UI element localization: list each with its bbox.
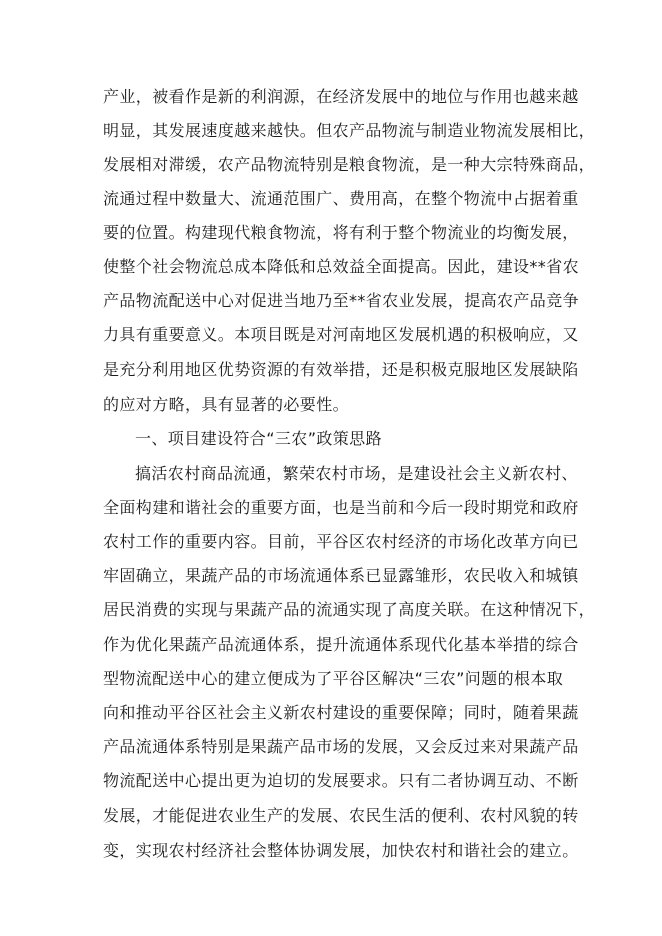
text-line: 变，实现农村经济社会整体协调发展，加快农村和谐社会的建立。 bbox=[103, 841, 579, 860]
text-line: 型物流配送中心的建立便成为了平谷区解决“三农”问题的根本取 bbox=[103, 669, 564, 688]
text-line: 发展相对滞缓，农产品物流特别是粮食物流，是一种大宗特殊商品， bbox=[103, 155, 596, 174]
text-line: 流通过程中数量大、流通范围广、费用高，在整个物流中占据着重 bbox=[103, 189, 579, 208]
text-line: 明显，其发展速度越来越快。但农产品物流与制造业物流发展相比， bbox=[103, 121, 596, 140]
text-line: 农村工作的重要内容。目前，平谷区农村经济的市场化改革方向已 bbox=[103, 532, 579, 551]
text-line: 居民消费的实现与果蔬产品的流通实现了高度关联。在这种情况下， bbox=[103, 600, 596, 619]
text-line: 牢固确立，果蔬产品的市场流通体系已显露雏形，农民收入和城镇 bbox=[103, 566, 579, 585]
text-line: 产品流通体系特别是果蔬产品市场的发展，又会反过来对果蔬产品 bbox=[103, 737, 579, 756]
text-line: 发展，才能促进农业生产的发展、农民生活的便利、农村风貌的转 bbox=[103, 806, 579, 825]
text-line: 的应对方略，具有显著的必要性。 bbox=[103, 395, 350, 414]
text-line: 物流配送中心提出更为迫切的发展要求。只有二者协调互动、不断 bbox=[103, 771, 579, 790]
text-line: 产品物流配送中心对促进当地乃至**省农业发展，提高农产品竞争 bbox=[103, 291, 580, 310]
text-line: 作为优化果蔬产品流通体系，提升流通体系现代化基本举措的综合 bbox=[103, 635, 579, 654]
text-line: 力具有重要意义。本项目既是对河南地区发展机遇的积极响应，又 bbox=[103, 325, 579, 344]
text-line: 要的位置。构建现代粮食物流，将有利于整个物流业的均衡发展， bbox=[103, 223, 579, 242]
text-line: 产业，被看作是新的利润源，在经济发展中的地位与作用也越来越 bbox=[103, 87, 579, 106]
section-heading: 一、项目建设符合“三农”政策思路 bbox=[135, 429, 382, 448]
text-line: 搞活农村商品流通，繁荣农村市场，是建设社会主义新农村、 bbox=[135, 464, 578, 483]
text-line: 使整个社会物流总成本降低和总效益全面提高。因此，建设**省农 bbox=[103, 257, 580, 276]
text-line: 向和推动平谷区社会主义新农村建设的重要保障；同时，随着果蔬 bbox=[103, 703, 579, 722]
text-line: 是充分利用地区优势资源的有效举措，还是积极克服地区发展缺陷 bbox=[103, 360, 579, 379]
text-line: 全面构建和谐社会的重要方面，也是当前和今后一段时期党和政府 bbox=[103, 498, 579, 517]
